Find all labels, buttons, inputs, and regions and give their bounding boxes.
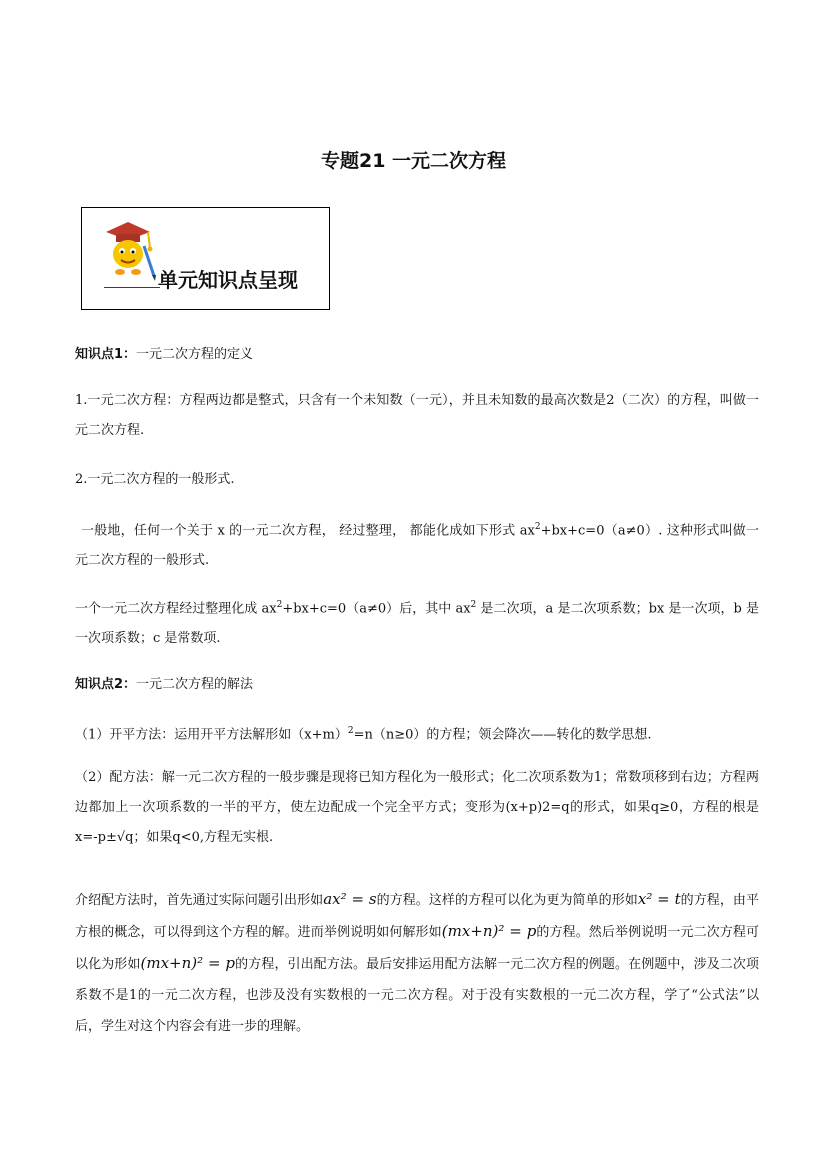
paragraph-general-form-heading: 2.一元二次方程的一般形式. — [75, 472, 235, 487]
graduate-pencil-mascot-icon — [100, 218, 158, 284]
kp2-heading: 知识点2： — [75, 677, 137, 692]
kp2-text: 一元二次方程的解法 — [136, 677, 254, 692]
formula-mxn2-p-2: (mx+n)² = p — [140, 954, 236, 972]
paragraph-terms: 一个一元二次方程经过整理化成 $ax^2+bx+c=0(a\ne 0)$后，其中 $ax^2$ 是二次项，a 是二次项系数；bx 是一次项，b 是一次项系数；c 是常数项. — [75, 600, 760, 647]
banner-underline — [104, 287, 160, 288]
paragraph-general-form: 一般地，任何一个关于 x 的一元二次方程， 经过整理， 都能化成如下形式 $ax^2+bx+c=0(a\ne 0)$. 这种形式叫做一元二次方程的一般形式. — [75, 522, 760, 569]
knowledge-point-2 — [75, 670, 759, 700]
formula-x2-t: x² = t — [637, 890, 681, 908]
intro-text-5: 的方程，引出配方法。最后安排运用配方法解一元二次方程的例题。在例题中，涉及二次项系数不是1的一元二次方程，也涉及没有实数根的一元二次方程。对于没有实数根的一元二次方程，学了“公式法”以后，学生对这个内容会有进一步的理解。 — [75, 957, 759, 1034]
kp1-text: 一元二次方程的定义 — [136, 347, 254, 362]
section-banner — [81, 207, 330, 310]
paragraph-introduction — [75, 884, 759, 1042]
intro-text-4: 的方程。然后举例说明一元二次方程可以化为形如 — [75, 925, 759, 972]
formula-ax2-s: ax² = s — [323, 890, 377, 908]
paragraph-completing-square: （2）配方法：解一元二次方程的一般步骤是现将已知方程化为一般形式；化二次项系数为1；常数项移到右边；方程两边都加上一次项系数的一半的平方，使左边配成一个完全平方式；变形为(x+p)2=q的形式，如果q≥0，方程的根是x=-p±√q；如果q<0,方程无实根. — [75, 770, 759, 845]
formula-mxn2-p-1: (mx+n)² = p — [441, 922, 537, 940]
paragraph-definition: 1.一元二次方程：方程两边都是整式，只含有一个未知数（一元），并且未知数的最高次数是2（二次）的方程，叫做一元二次方程. — [75, 393, 759, 438]
page-title: 专题21 一元二次方程 — [320, 150, 507, 172]
paragraph-square-root-method: （1）开平方法：运用开平方法解形如$(x+m)^2=n(n\ge 0)$的方程；领会降次——转化的数学思想. — [75, 726, 652, 743]
intro-text-3: 的方程，由平方根的概念，可以得到这个方程的解。进而举例说明如何解形如 — [75, 893, 759, 940]
intro-text-2: 的方程。这样的方程可以化为更为简单的形如 — [376, 893, 638, 908]
intro-text-1: 介绍配方法时，首先通过实际问题引出形如 — [75, 893, 324, 908]
banner-label: 单元知识点呈现 — [158, 268, 298, 292]
knowledge-point-1 — [75, 340, 759, 370]
kp1-heading: 知识点1： — [75, 347, 137, 362]
